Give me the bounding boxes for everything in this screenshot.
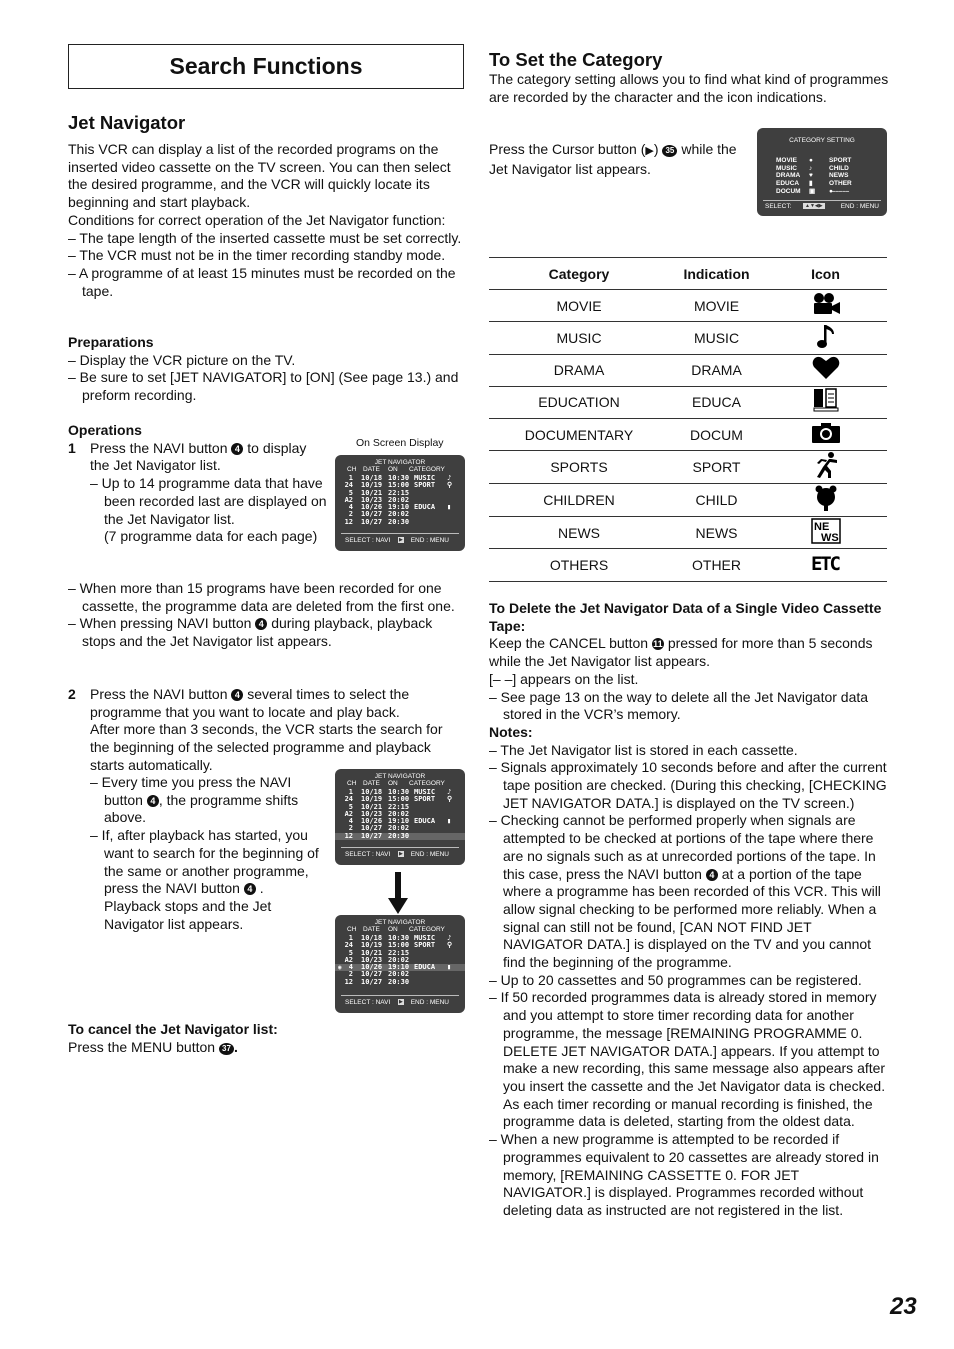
osd-list-row: 12 10/27 20:30 [335,833,465,840]
osd-title: JET NAVIGATOR [374,919,426,926]
category-table [489,257,887,582]
step1-section: Operations 1 Press the NAVI button 4 to display the Jet Navigator list. – Up to 14 programme data that have been recorded last are displayed on the Jet Navigator list. (7 programme data for each page) [68,422,327,545]
table-row [489,549,887,581]
osd-list-row: 1 10/18 10:30 MUSIC ♪ [348,934,452,942]
osd-list-row: 5 10/21 22:15 [348,802,410,811]
table-row [489,484,887,517]
osd-category-icon: ▮ [447,817,452,826]
indication-cell: DRAMA [669,354,764,386]
set-category-instruction: Press the Cursor button (▶) 35 while the Jet Navigator list appears. [489,141,737,177]
osd-list-row: 24 10/19 15:00 SPORT ⚲ [344,941,453,950]
set-category-heading: To Set the Category [489,49,663,70]
icon-cell [764,418,887,450]
osd-list-row: A2 10/23 20:02 [344,809,410,818]
osd-category-icon: ▮ [447,963,452,972]
osd-category-icon: ♪ [447,788,452,796]
runner-icon [811,459,841,484]
osd-list-row: 24 10/19 15:00 SPORT ⚲ [344,481,453,490]
camera-icon [811,424,841,449]
navi-button-ref-icon: 4 [231,443,243,455]
osd-list-row: 2 10/27 20:02 [348,970,410,979]
column-header: Indication [669,258,764,290]
jet-navigator-section [68,141,464,300]
indication-cell: NEWS [669,517,764,549]
osd-category-icon: ⚲ [447,941,453,950]
page-number: 23 [890,1293,917,1320]
music-note-icon [814,329,838,354]
delete-section: To Delete the Jet Navigator Data of a Single Video Cassette Tape: Keep the CANCEL button 11 pressed for more than 5 seconds while the Jet Navigator list appears. [– –] appears on the list. – See page 13 on the way to delete all the Jet Navigator data stored in the VCR’s memory. Notes: – The Jet Navigator list is stored in each cassette. – Signals approximately 10 seconds before and after the current tape position are checked. (During this checking, [CHECKING JET NAVIGATOR DATA.] is displayed on the TV screen.) – Checking cannot be performed properly when signals are attempted to be checked at portions of the tape where there are no signals such as at unrecorded portions of the tape. In this case, press the NAVI button 4 at a portion of the tape where a programme has been recorded of this VCR. This will allow signal checking to be performed more reliably. When a signal can still not be found, [CAN NOT FIND JET NAVIGATOR DATA.] is displayed on the TV and you cannot find the beginning of the programme. – Up to 20 cassettes and 50 programmes can be registered. – If 50 recorded programmes data is already stored in memory and you attempt to store timer recording data for another programme, the message [REMAINING PROGRAMME 0. DELETE JET NAVIGATOR DATA.] appears. If you attempt to make a new recording, this same message also appears after you insert the cassette and the Jet Navigator data is checked. As each timer recording or manual recording is finished, the programme data is deleted, starting from the oldest data. – When a new programme is attempted to be recorded if programmes equivalent to 20 cassettes are already stored in memory, [REMAINING CASSETTE 0. FOR JET NAVIGATOR.] is displayed. Programmes recorded without deleting data as instructed are not registered in the list. [489,600,889,1220]
indication-cell: MOVIE [669,290,764,322]
osd-list-row: 5 10/21 22:15 [348,488,410,497]
icon-cell [764,451,887,484]
table-row [489,322,887,354]
cancel-section: To cancel the Jet Navigator list: Press the MENU button 37 . [68,1021,464,1056]
icon-cell [764,517,887,549]
osd-category-icon: ⚲ [447,481,453,490]
indication-cell: CHILD [669,484,764,517]
etc-icon [810,552,842,580]
step1-notes: – When more than 15 programs have been recorded for one cassette, the programme data are deleted from the first one. – When pressing NAVI button 4 during playback, playback stops and the Jet Navigator list appears. [68,580,455,650]
osd-list-row: A2 10/23 20:02 [344,955,410,964]
column-header: Category [489,258,669,290]
indication-cell: EDUCA [669,386,764,418]
step2-subs: – Every time you press the NAVI button 4 , the programme shifts above. – If, after playback has started, you want to search for the beginning of the same or another programme, press the NAVI button 4 . Playback stops and the Jet Navigator list appears. [90,774,319,932]
svg-text:WS: WS [820,531,839,544]
conditions-text: Conditions for correct operation of the Jet Navigator function: [68,211,446,228]
note-item: – When a new programme is attempted to be recorded if programmes equivalent to 20 cassettes are already stored in memory, [REMAINING CASSETTE 0. FOR JET NAVIGATOR.] is displayed. Programmes recorded without deleting data as instructed are not registered in the list. [489,1131,879,1218]
osd-list-row: 12 10/27 20:30 [344,517,410,526]
table-row [489,517,887,549]
category-cell: MOVIE [489,290,669,322]
operations-heading: Operations [68,422,142,438]
heart-icon [812,360,840,385]
category-cell: NEWS [489,517,669,549]
indication-cell: SPORT [669,451,764,484]
navi-button-ref-icon: 4 [706,869,718,881]
news-icon [811,520,841,549]
icon-cell [764,322,887,354]
step2-section: 2 Press the NAVI button 4 several times to select the programme that you want to locate and play back. After more than 3 seconds, the VCR starts the search for the beginning of the selected programme and playback starts automatically. [68,686,443,773]
note-item: – The Jet Navigator list is stored in each cassette. [489,741,798,758]
osd-caption: On Screen Display [356,437,444,449]
movie-camera-icon [811,296,841,321]
osd-category-icon: ▮ [447,503,452,512]
icon-cell [764,549,887,581]
page-title: Search Functions [68,44,464,89]
icon-cell [764,354,887,386]
navi-button-ref-icon: 4 [244,883,256,895]
osd-title: JET NAVIGATOR [374,459,426,466]
cancel-button-ref-icon: 11 [653,639,663,650]
step-number: 1 [68,439,76,456]
osd-list-row: 2 10/27 20:02 [348,510,410,519]
osd-jet-navigator-list: JET NAVIGATOR CH DATE ON CATEGORY 1 10/18 10:30 MUSIC ♪ 24 10/19 15:00 SPORT ⚲ 5 10/21 22:15 A2 10/23 20:02 ◉ 4 10/26 19:10 EDUCA ▮ 2 10/27 20:02 12 10/27 20:30 SELECT : NAVI ▶ END : MENU [335,915,465,1013]
step-number: 2 [68,686,76,702]
indication-cell: DOCUM [669,418,764,450]
osd-list-row: 5 10/21 22:15 [348,948,410,957]
category-cell: SPORTS [489,451,669,484]
indication-cell: OTHER [669,549,764,581]
set-category-intro: The category setting allows you to find what kind of programmes are recorded by the character and the icon indications. [489,71,889,105]
osd-list-row: A2 10/23 20:02 [344,495,410,504]
category-cell: OTHERS [489,549,669,581]
osd-list-row: ◉ 4 10/26 19:10 EDUCA ▮ [335,964,465,971]
cancel-heading: To cancel the Jet Navigator list: [68,1021,278,1037]
delete-heading: To Delete the Jet Navigator Data of a Single Video Cassette Tape: [489,600,882,634]
intro-text: This VCR can display a list of the recorded programs on the inserted video cassette on the TV screen. You can then select the desired programme, and the VCR will quickly locate its beginning and start playback. [68,141,451,211]
osd-list-row: 12 10/27 20:30 [344,977,410,986]
column-header: Icon [764,258,887,290]
osd-jet-navigator-list: JET NAVIGATOR CH DATE ON CATEGORY 1 10/18 10:30 MUSIC ♪ 24 10/19 15:00 SPORT ⚲ 5 10/21 22:15 A2 10/23 20:02 4 10/26 19:10 EDUCA ▮ 2 10/27 20:02 12 10/27 20:30 SELECT : NAVI ▶ END : MENU [335,455,465,551]
icon-cell [764,386,887,418]
svg-text:NE: NE [813,520,829,533]
table-row [489,418,887,450]
category-cell: DRAMA [489,354,669,386]
navi-button-ref-icon: 4 [147,795,159,807]
icon-cell [764,290,887,322]
indication-cell: MUSIC [669,322,764,354]
table-row [489,354,887,386]
osd-list-row: 1 10/18 10:30 MUSIC ♪ [348,788,452,796]
table-row [489,451,887,484]
notes-heading: Notes: [489,723,533,740]
note-item: – If 50 recorded programmes data is already stored in memory and you attempt to store timer recording data for another programme, the message [REMAINING PROGRAMME 0. DELETE JET NAVIGATOR DATA.] appears. If you attempt to make a new recording, this same message also appears after you insert the cassette and the Jet Navigator data is checked. As each timer recording or manual recording is finished, the programme data is deleted, starting from the oldest data. [489,989,886,1130]
preparations-section [68,334,464,405]
category-cell: EDUCATION [489,386,669,418]
bear-icon [813,492,839,517]
osd-list-row: 4 10/26 19:10 EDUCA ▮ [348,817,452,826]
osd-list-row: 4 10/26 19:10 EDUCA ▮ [348,503,452,512]
osd-jet-navigator-list: JET NAVIGATOR CH DATE ON CATEGORY 1 10/18 10:30 MUSIC ♪ 24 10/19 15:00 SPORT ⚲ 5 10/21 22:15 A2 10/23 20:02 4 10/26 19:10 EDUCA ▮ 2 10/27 20:02 12 10/27 20:30 SELECT : NAVI ▶ END : MENU [335,769,465,865]
step1-sub: – Up to 14 programme data that have been recorded last are displayed on the Jet Navigator list. [90,475,327,527]
icon-cell [764,484,887,517]
navi-button-ref-icon: 4 [255,618,267,630]
osd-list-row: 1 10/18 10:30 MUSIC ♪ [348,474,452,482]
down-arrow-icon [388,872,408,914]
category-cell: MUSIC [489,322,669,354]
note-item: – Signals approximately 10 seconds before and after the current tape position are checked. (During this checking, [CHECKING JET NAVIGATOR DATA.] is displayed on the TV screen.) [489,759,887,811]
osd-category-icon: ♪ [447,474,452,482]
note-item: – Up to 20 cassettes and 50 programmes can be registered. [489,971,862,988]
category-cell: CHILDREN [489,484,669,517]
osd-list-row: 2 10/27 20:02 [348,824,410,833]
table-row [489,386,887,418]
step1-sub: (7 programme data for each page) [104,528,318,545]
osd-title: JET NAVIGATOR [374,773,426,780]
cursor-button-ref-icon: 35 [662,145,677,157]
osd-list-row: 24 10/19 15:00 SPORT ⚲ [344,795,453,804]
prep-item: – Display the VCR picture on the TV. [68,351,296,368]
play-arrow-icon: ▶ [645,145,654,157]
osd-category-icons: ● ♪ ♥ ▮ ▣ [809,157,816,195]
category-cell: DOCUMENTARY [489,418,669,450]
note-item: – Checking cannot be performed properly when signals are attempted to be checked at portions of the tape where there are no signals such as at unrecorded portions of the tape. In this case, press the NAVI button 4 at a portion of the tape where a programme has been recorded of this VCR. This will allow signal checking to be performed more reliably. When a signal can still not be found, [CAN NOT FIND JET NAVIGATOR DATA.] is displayed on the TV and you cannot find the beginning of the programme. [489,812,881,971]
preparations-heading: Preparations [68,334,154,350]
book-icon [812,393,840,418]
svg-text:ETC: ETC [810,552,841,575]
condition-item: – The VCR must not be in the timer recording standby mode. [68,247,446,264]
menu-button-ref-icon: 37 [219,1043,234,1055]
condition-item: – A programme of at least 15 minutes must be recorded on the tape. [68,264,456,299]
prep-item: – Be sure to set [JET NAVIGATOR] to [ON] (See page 13.) and preform recording. [68,369,459,404]
osd-category-icon: ⚲ [447,795,453,804]
osd-category-setting: CATEGORY SETTING MOVIE MUSIC DRAMA EDUCA DOCUM ● ♪ ♥ ▮ ▣ SPORT CHILD NEWS OTHER ●– – – – – SELECT: ▲▼◀▶ END : MENU [757,128,887,216]
condition-item: – The tape length of the inserted cassette must be set correctly. [68,229,462,246]
table-row [489,290,887,322]
navi-button-ref-icon: 4 [231,689,243,701]
jet-navigator-heading: Jet Navigator [68,112,186,133]
osd-category-icon: ♪ [447,934,452,942]
